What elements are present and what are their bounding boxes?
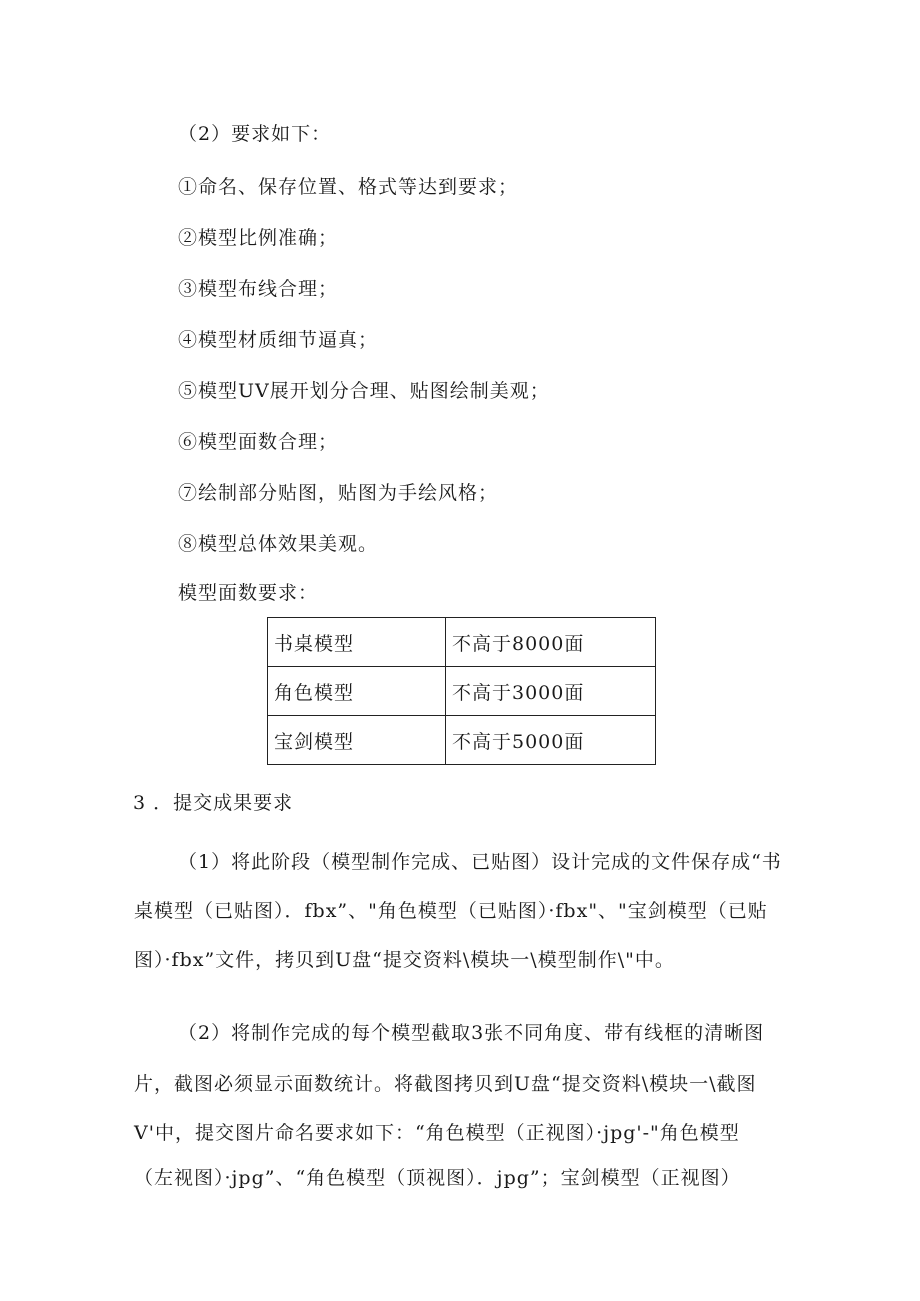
requirement-item: ①命名、保存位置、格式等达到要求； — [178, 176, 519, 198]
table-row — [268, 716, 656, 765]
model-name-cell: 书桌模型 — [268, 618, 446, 667]
section-3-heading: 3 ．提交成果要求 — [133, 792, 294, 814]
face-count-table — [267, 617, 656, 765]
paragraph-line: 片，截图必须显示面数统计。将截图拷贝到U盘“提交资料\模块一\截图 — [134, 1073, 757, 1095]
requirement-item: ⑥模型面数合理； — [178, 431, 339, 453]
requirement-item: ②模型比例准确； — [178, 227, 339, 249]
paragraph-line: 桌模型（已贴图）．fbx”、"角色模型（已贴图）·fbx"、"宝剑模型（已贴 — [134, 900, 768, 922]
paragraph-line: 图）·fbx”文件，拷贝到U盘“提交资料\模块一\模型制作\"中。 — [134, 949, 675, 971]
paragraph-line: （左视图）·jpg”、“角色模型（顶视图）．jpg”；宝剑模型（正视图） — [134, 1167, 741, 1189]
requirement-item: ⑤模型UV展开划分合理、贴图绘制美观； — [178, 380, 550, 402]
paragraph-line: （2）将制作完成的每个模型截取3张不同角度、带有线框的清晰图 — [178, 1022, 765, 1044]
table-row — [268, 667, 656, 716]
table-row — [268, 618, 656, 667]
section-2-heading: （2）要求如下： — [178, 123, 332, 145]
requirement-item: ④模型材质细节逼真； — [178, 329, 379, 351]
face-limit-cell: 不高于5000面 — [446, 716, 656, 765]
paragraph-line: （1）将此阶段（模型制作完成、已贴图）设计完成的文件保存成“书 — [178, 851, 782, 873]
face-limit-cell: 不高于8000面 — [446, 618, 656, 667]
face-limit-cell: 不高于3000面 — [446, 667, 656, 716]
requirement-item: ⑧模型总体效果美观。 — [178, 533, 379, 555]
requirement-item: ⑦绘制部分贴图，贴图为手绘风格； — [178, 482, 499, 504]
model-name-cell: 宝剑模型 — [268, 716, 446, 765]
face-count-label: 模型面数要求： — [178, 582, 319, 604]
requirement-item: ③模型布线合理； — [178, 278, 339, 300]
model-name-cell: 角色模型 — [268, 667, 446, 716]
paragraph-line: V'中，提交图片命名要求如下：“角色模型（正视图）·jpg'-"角色模型 — [134, 1122, 740, 1144]
